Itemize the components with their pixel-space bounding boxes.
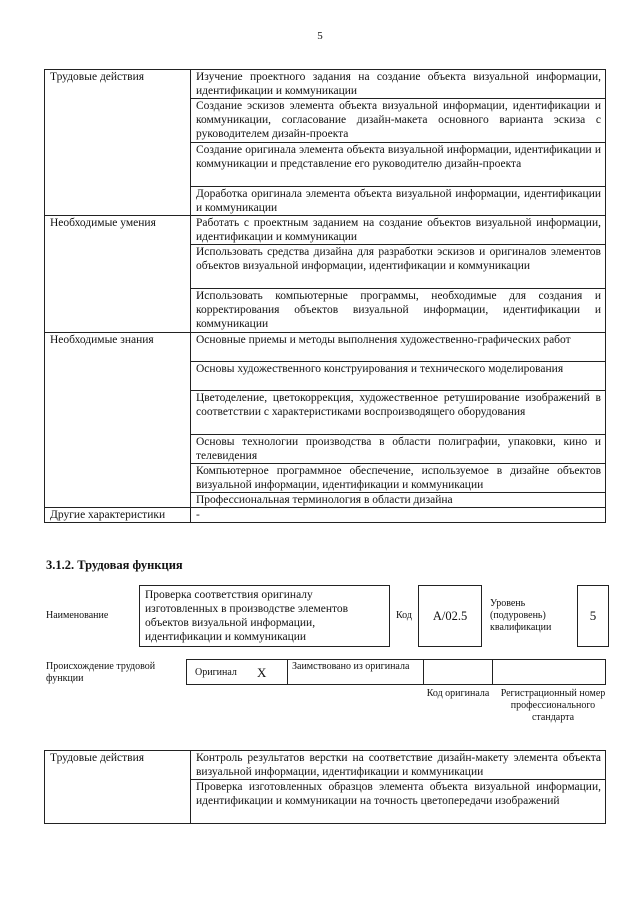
table-cell: Профессиональная терминология в области дизайна bbox=[191, 493, 606, 508]
table-cell: - bbox=[191, 508, 606, 523]
original-label: Оригинал bbox=[195, 667, 237, 678]
borrowed-label: Заимствовано из оригинала bbox=[292, 661, 410, 672]
level-label: Уровень (подуровень) квалификации bbox=[490, 598, 552, 633]
table-cell: Использовать компьютерные программы, необходимые для создания и корректирования объектов визуальной информации, идентификации и коммуникации bbox=[191, 289, 606, 333]
table-cell: Работать с проектным заданием на создание объектов визуальной информации, идентификации и коммуникации bbox=[191, 216, 606, 245]
original-mark: X bbox=[257, 665, 267, 680]
reg-number-cell bbox=[492, 659, 606, 685]
row-label-knowledge: Необходимые знания bbox=[45, 333, 191, 508]
origin-row bbox=[186, 659, 606, 685]
origin-label: Происхождение трудовой функции bbox=[46, 661, 156, 684]
code-label: Код bbox=[396, 610, 412, 621]
table-cell: Изучение проектного задания на создание объекта визуальной информации, идентификации и коммуникации bbox=[191, 70, 606, 99]
table-cell: Доработка оригинала элемента объекта визуальной информации, идентификации и коммуникации bbox=[191, 187, 606, 216]
table-cell: Основы технологии производства в области полиграфии, упаковки, кино и телевидения bbox=[191, 435, 606, 464]
table-cell: Использовать средства дизайна для разработки эскизов и оригиналов элементов объектов визуальной информации, идентификации и коммуникации bbox=[191, 245, 606, 289]
row-label-labor-actions: Трудовые действия bbox=[45, 70, 191, 216]
table-cell: Создание оригинала элемента объекта визуальной информации, идентификации и коммуникации и представление его руководителю дизайн-проекта bbox=[191, 143, 606, 187]
section-title: 3.1.2. Трудовая функция bbox=[46, 558, 183, 572]
table-cell: Создание эскизов элемента объекта визуальной информации, идентификации и коммуникации, согласование дизайн-макета основного варианта эскиза с руководителем дизайн-проекта bbox=[191, 99, 606, 143]
table-cell: Цветоделение, цветокоррекция, художественное ретуширование изображений в соответствии с характеристиками воспроизводящего оборудования bbox=[191, 391, 606, 435]
code-of-original-label: Код оригинала bbox=[426, 688, 490, 699]
table-cell: Контроль результатов верстки на соответствие дизайн-макету элемента объекта визуальной информации, идентификации и коммуникации bbox=[191, 751, 606, 780]
function-name-box: Проверка соответствия оригиналу изготовленных в производстве элементов объектов визуальной информации, идентификации и коммуникации bbox=[139, 585, 390, 647]
table-cell: Компьютерное программное обеспечение, используемое в дизайне объектов визуальной информации, идентификации и коммуникации bbox=[191, 464, 606, 493]
code-of-original-cell bbox=[423, 659, 493, 685]
labor-actions-table bbox=[44, 750, 606, 824]
page-number: 5 bbox=[317, 30, 323, 42]
row-label-skills: Необходимые умения bbox=[45, 216, 191, 333]
code-value-box: А/02.5 bbox=[418, 585, 482, 647]
table-cell: Основы художественного конструирования и технического моделирования bbox=[191, 362, 606, 391]
table-cell: Основные приемы и методы выполнения художественно-графических работ bbox=[191, 333, 606, 362]
table-cell: Проверка изготовленных образцов элемента объекта визуальной информации, идентификации и коммуникации на точность цветопередачи изображений bbox=[191, 780, 606, 824]
level-value-box: 5 bbox=[577, 585, 609, 647]
row-label-labor-actions: Трудовые действия bbox=[45, 751, 191, 824]
name-label: Наименование bbox=[46, 610, 109, 621]
labor-function-table bbox=[44, 69, 606, 523]
reg-number-label: Регистрационный номер профессионального стандарта bbox=[500, 688, 606, 723]
original-cell bbox=[186, 659, 288, 685]
row-label-other: Другие характеристики bbox=[45, 508, 191, 523]
borrowed-cell bbox=[287, 659, 424, 685]
